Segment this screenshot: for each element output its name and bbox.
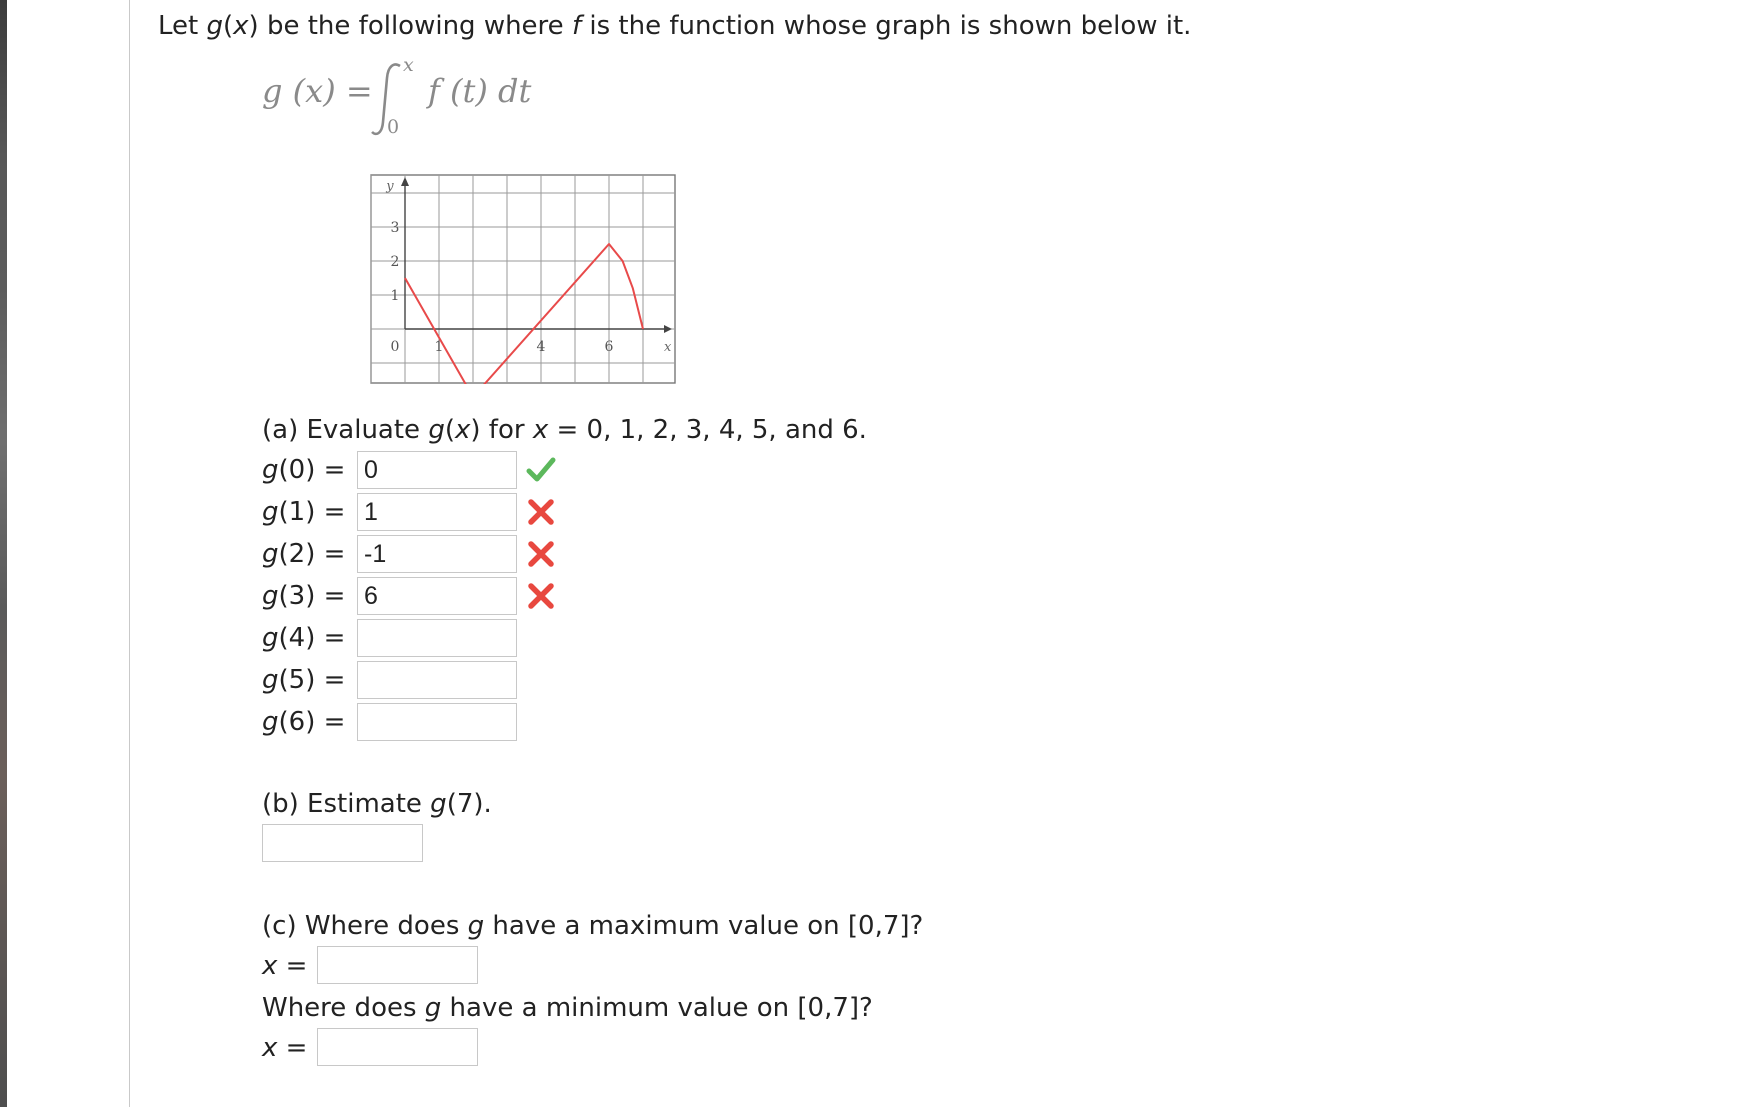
integral-upper-limit: x: [403, 54, 414, 76]
incorrect-x-icon: [526, 497, 556, 527]
left-separator: [129, 0, 130, 1107]
g-row-label: g(1) =: [262, 497, 346, 527]
part-c-max-prompt: (c) Where does g have a maximum value on [0,7]?: [262, 911, 924, 941]
incorrect-x-icon: [526, 539, 556, 569]
formula-integrand: f (t) dt: [428, 72, 532, 110]
formula-lhs: g (x) =: [262, 72, 373, 110]
g-value-input[interactable]: -1: [357, 535, 517, 573]
g-value-input[interactable]: [357, 661, 517, 699]
incorrect-x-icon: [526, 581, 556, 611]
part-b-prompt: (b) Estimate g(7).: [262, 789, 492, 819]
x-tick-label: 4: [536, 339, 546, 355]
x-tick-label: 6: [604, 339, 614, 355]
y-tick-label: 3: [390, 220, 400, 236]
min-x-label: x =: [262, 1033, 308, 1063]
g-value-input[interactable]: [357, 703, 517, 741]
y-axis-label: y: [386, 179, 394, 194]
correct-check-icon: [526, 455, 556, 485]
part-c-min-prompt: Where does g have a minimum value on [0,7]?: [262, 993, 873, 1023]
g-value-input[interactable]: 0: [357, 451, 517, 489]
x-tick-label: 0: [390, 339, 400, 355]
part-a-prompt: (a) Evaluate g(x) for x = 0, 1, 2, 3, 4, 5, and 6.: [262, 415, 867, 445]
problem-intro: Let g(x) be the following where f is the function whose graph is shown below it.: [158, 11, 1192, 41]
max-x-label: x =: [262, 951, 308, 981]
g-value-input[interactable]: 1: [357, 493, 517, 531]
g7-estimate-input[interactable]: [262, 824, 423, 862]
f-graph: [370, 174, 676, 384]
x-axis-label: x: [664, 340, 672, 355]
g-row-label: g(4) =: [262, 623, 346, 653]
g-row-label: g(3) =: [262, 581, 346, 611]
g-value-input[interactable]: 6: [357, 577, 517, 615]
y-tick-label: 2: [390, 254, 400, 270]
g-row-label: g(6) =: [262, 707, 346, 737]
left-window-edge: [0, 0, 7, 1107]
g-row-label: g(2) =: [262, 539, 346, 569]
max-x-input[interactable]: [317, 946, 478, 984]
g-value-input[interactable]: [357, 619, 517, 657]
integral-lower-limit: 0: [387, 116, 400, 138]
g-row-label: g(0) =: [262, 455, 346, 485]
y-tick-label: 1: [390, 288, 400, 304]
min-x-input[interactable]: [317, 1028, 478, 1066]
x-tick-label: 1: [434, 339, 444, 355]
g-row-label: g(5) =: [262, 665, 346, 695]
